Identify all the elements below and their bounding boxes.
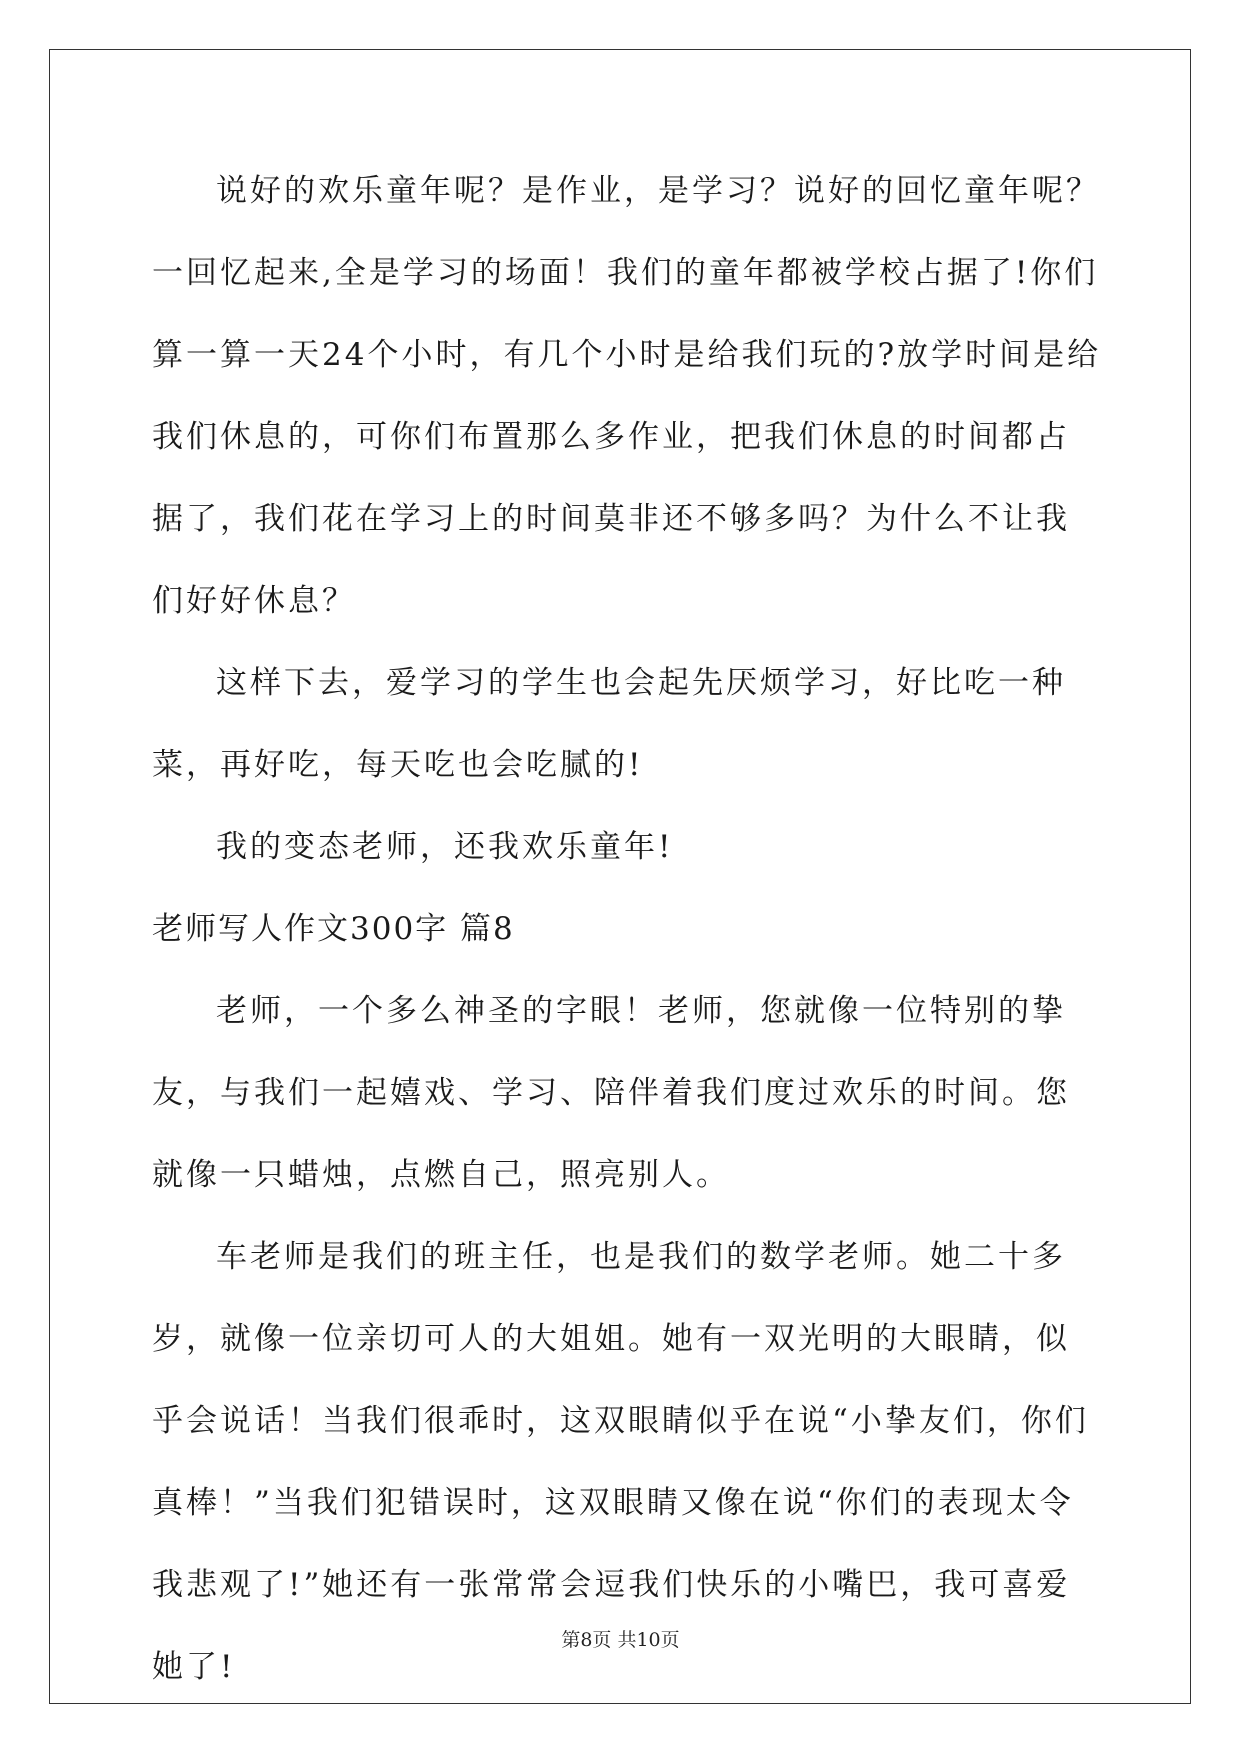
paragraph: 这样下去，爱学习的学生也会起先厌烦学习，好比吃一种菜，再好吃，每天吃也会吃腻的! (152, 665, 1066, 783)
section-heading: 老师写人作文300字 篇8 (152, 911, 515, 947)
paragraph: 车老师是我们的班主任，也是我们的数学老师。她二十多岁，就像一位亲切可人的大姐姐。她有一双光明的大眼睛，似乎会说话！当我们很乖时，这双眼睛似乎在说“小挚友们，你们真棒！”当我们犯错误时，这双眼睛又像在说“你们的表现太令我悲观了!”她还有一张常常会逗我们快乐的小嘴巴，我可喜爱她了! (152, 1239, 1089, 1685)
page-number-footer: 第8页 共10页 (561, 1629, 680, 1651)
paragraph: 我的变态老师，还我欢乐童年! (216, 829, 674, 865)
paragraph: 说好的欢乐童年呢？是作业，是学习？说好的回忆童年呢？一回忆起来,全是学习的场面！我们的童年都被学校占据了!你们算一算一天24个小时，有几个小时是给我们玩的?放学时间是给我们休息的，可你们布置那么多作业，把我们休息的时间都占据了，我们花在学习上的时间莫非还不够多吗？为什么不让我们好好休息？ (152, 173, 1102, 619)
paragraph: 老师，一个多么神圣的字眼！老师，您就像一位特别的挚友，与我们一起嬉戏、学习、陪伴着我们度过欢乐的时间。您就像一只蜡烛，点燃自己，照亮别人。 (152, 993, 1070, 1193)
document-body (152, 150, 1102, 1708)
